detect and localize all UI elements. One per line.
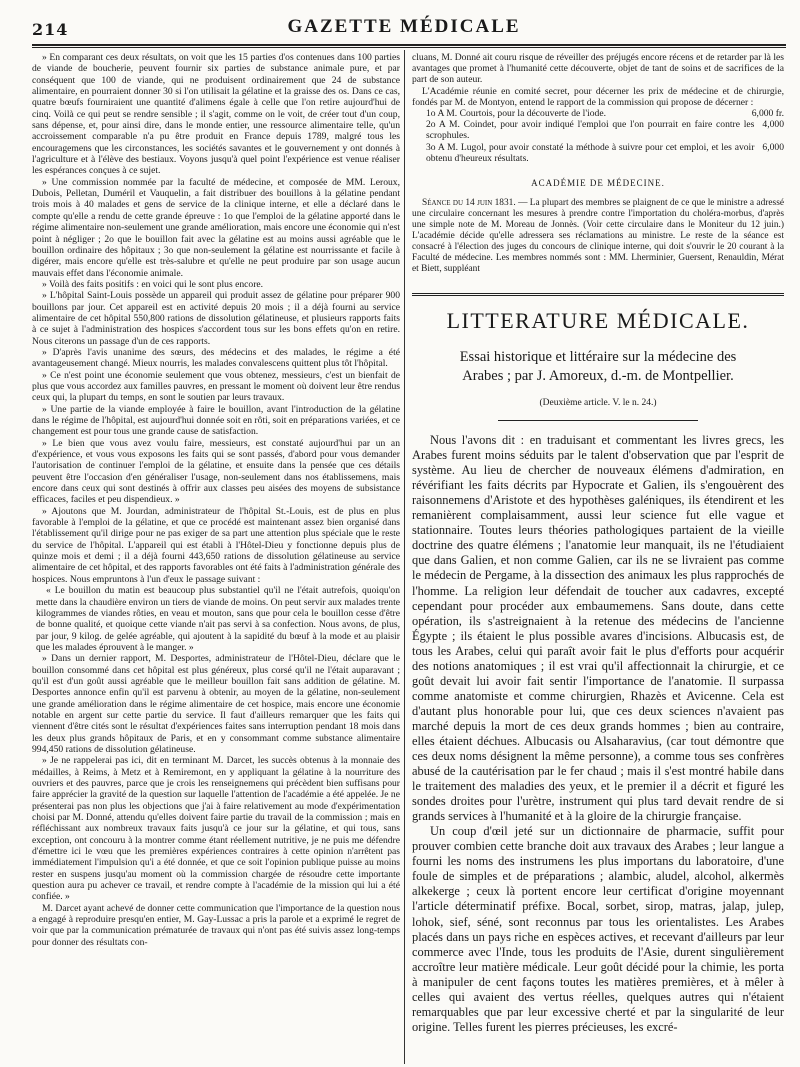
paragraph: cluans, M. Donné ait couru risque de réveiller des préjugés encore récens et de retarder par là les avantages que promet à l'humanité cette découverte, objet de tant de soins et de sacrifices de la part de son auteur. xyxy=(412,52,784,86)
paragraph: Nous l'avons dit : en traduisant et commentant les livres grecs, les Arabes furent moins séduits par le talent d'observation que par l'esprit de système. Au lieu de chercher de nouveaux élémens d'admiration, en révérifiant les faits décrits par Hypocrate et Galien, ils s'engouèrent des raisonnemens d'Aristote et des hypothèses galéniques, ils étendirent et les remanièrent complaisamment, aussi leur science fut elle vague et stationnaire. Toutes leurs théories pathologiques partaient de la vieille doctrine des quatre élémens ; l'anatomie leur manquait, ils ne l'étudiaient que dans Galien, et non comme Galien, car ils ne se livraient pas comme le médecin de Pergame, à la dissection des animaux les plus rapprochés de l'homme. La religion leur défendait de toucher aux cadavres, excepté cependant pour procéder aux embaumemens. Sans doute, dans cette opération, ils s'astreignaient à la retenue des médecins de l'ancienne Égypte ; ils étaient le plus possible avares d'incisions. Albucasis est, de tous les Arabes, celui qui paraît avoir fait le plus d'efforts pour acquérir des notions anatomiques ; il est vrai qu'il affectionnait la chirurgie, et ce goût devait lui avoir fait sentir l'importance de l'anatomie. Il surpassa comme anatomiste et comme chirurgien, Rhazès et Avicenne. Cela est d'autant plus honorable pour lui, que ces deux sciences n'avaient pas marché depuis la mort de ces deux grands hommes ; bien au contraire, elles étaient déchues. Albucasis ou Alsaharavius, (car tout démontre que ces deux noms désignent la même personne), a comme tous ses confrères abusé de la cautérisation par le fer chaud ; mais il s'est montré habile dans le traitement des maladies des yeux, et le premier il a décrit et figuré les sondes droites pour l'urètre, instrument qui plus tard devait rendre de si grands services à l'humanité et à la gloire de la chirurgie française. xyxy=(412,433,784,824)
left-column xyxy=(32,52,400,1062)
prize-item xyxy=(412,119,784,141)
prize-amount: 6,000 xyxy=(762,141,784,153)
section-separator xyxy=(412,293,784,296)
paragraph: » Une partie de la viande employée à faire le bouillon, avant l'introduction de la gélatine dans le régime de l'hôpital, est aujourd'hui donnée soit en rôti, soit en préparations variées, et ce changement est pour tous une grande cause de satisfaction. xyxy=(32,403,400,438)
prize-text: 2o A M. Coindet, pour avoir indiqué l'emploi que l'on pourrait en faire contre les scrophules. xyxy=(426,119,755,142)
paragraph: » Ajoutons que M. Jourdan, administrateur de l'hôpital St.-Louis, est de plus en plus favorable à l'emploi de la gélatine, et que ce procédé est maintenant assez bien organisé dans l'établissement qu'il dirige pour ne pas exiger de sa part une attention plus spéciale que le reste du service de l'hôpital. L'appareil qui est établi à l'Hôtel-Dieu y fonctionne depuis plus de quinze mois et demi ; il a déjà fourni 443,650 rations de dissolution gélatineuse au service alimentaire de cet hôpital, et des rapports favorables ont été faits à l'administration générale des hospices. Nous empruntons à l'un d'eux le passage suivant : xyxy=(32,505,400,585)
section-title: LITTERATURE MÉDICALE. xyxy=(446,308,750,334)
session-continuation xyxy=(412,52,784,108)
column-divider xyxy=(404,50,405,1064)
prize-amount: 4,000 xyxy=(762,119,784,131)
page-header xyxy=(22,14,786,40)
paragraph: L'Académie réunie en comité secret, pour décerner les prix de médecine et de chirurgie, fondés par M. de Montyon, entend le rapport de la commission qui propose de décerner : xyxy=(412,85,784,108)
paragraph: » Dans un dernier rapport, M. Desportes, administrateur de l'Hôtel-Dieu, déclare que le bouillon consommé dans cet hôpital est plus généreux, plus corsé qu'il ne l'était auparavant ; qu'il est d'un goût aussi agréable que le meilleur bouillon fait sans addition de gélatine. M. Desportes annonce enfin qu'il est parvenu à obtenir, au moyen de la gélatine, non-seulement une grande amélioration dans le régime alimentaire de cet hospice, mais encore une économie notable en argent sur cette partie du service. Il faut d'ailleurs remarquer que les faits qui viennent d'être cités sont le résultat d'expériences faites sans interruption pendant 18 mois dans les deux plus grands hôpitaux de Paris, et en y consommant comme substance alimentaire 994,450 rations de dissolution gélatineuse. xyxy=(32,653,400,755)
quoted-paragraph: « Le bouillon du matin est beaucoup plus substantiel qu'il ne l'était autrefois, quoiqu'on mette dans la chaudière environ un tiers de viande de moins. On peut servir aux malades trente kilogrammes de viandes rôties, en veau et mouton, sans que pour cela le bouillon cesse d'être de bonne qualité, et quoique cette viande n'ait pas servi à sa confection. Nous avons, de plus, par jour, 9 kilog. de gelée agréable, qui ajoutent à la sapidité du bœuf à la mode et au plaisir que les malades éprouvent à le manger. » xyxy=(36,585,400,653)
paragraph: » Voilà des faits positifs : en voici qui le sont plus encore. xyxy=(42,278,264,290)
article-note: (Deuxième article. V. le n. 24.) xyxy=(539,398,657,409)
paragraph: » En comparant ces deux résultats, on voit que les 15 parties d'os contenues dans 100 parties de viande de boucherie, peuvent fournir six parties de substance animale pure, et par conséquent que 100 de viande, qui ne produisent ordinairement que 24 de substance alimentaire, en pourraient donner 30 si l'on utilisait la gélatine et la graisse des os. Dans ce cas, quatre bœufs fourniraient une quantité d'alimens égale à celle que l'on retire aujourd'hui de cinq. Voilà ce qui peut se rendre sensible ; il s'agit, comme on le voit, de créer tout d'un coup, sans dépense, et, pour ainsi dire, dans le monde entier, une ressource alimentaire telle, qu'un accroissement comparable n'a pu être produit en France depuis 1789, malgré tous les encouragemens que les circonstances, les sociétés savantes et le gouvernement y ont donnés à l'agriculture et à l'élève des bestiaux. Voyons jusqu'à quel point l'expérience est venue réaliser les espérances conçues à ce sujet. xyxy=(32,52,400,177)
prize-item xyxy=(412,108,784,119)
seance-report xyxy=(412,198,784,275)
paragraph: Un coup d'œil jeté sur un dictionnaire de pharmacie, suffit pour prouver combien cette branche doit aux travaux des Arabes ; leur langue a fourni les noms des instrumens les plus importans du laboratoire, d'une foule de simples et de préparations ; alambic, aludel, alcohol, alkermès alkekerge ; ceux là portent encore leur certificat d'origine moyennant l'article déterminatif préfixe. Bocal, sorbet, sirop, matras, jalap, julep, lohok, sief, séné, sont reconnus par tous les orientalistes. Les Arabes placés dans un pays riche en espèces actives, et recevant d'ailleurs par leur commerce avec l'Inde, tous les produits de l'Asie, durent singulièrement accroître leur matière médicale. Leur goût décidé pour la chimie, les porta à manipuler de cent façons toutes les matières premières, et à mêler à celles qui avaient des vertus réelles, quelques autres qui n'étaient remarquables que par leur excessive cherté et par la singularité de leur origine. Telles furent les pierres précieuses, les excré- xyxy=(412,824,784,1034)
prize-amount: 6,000 fr. xyxy=(751,108,784,120)
header-rule-thin xyxy=(32,47,786,48)
article-title-line: Arabes ; par J. Amoreux, d.-m. de Montpellier. xyxy=(462,368,734,385)
paragraph: » L'hôpital Saint-Louis possède un appareil qui produit assez de gélatine pour préparer 900 bouillons par jour. Cet appareil est en activité depuis 20 mois ; il a déjà fourni au service alimentaire de cet hôpital 550,800 rations de dissolution gélatineuse, et plusieurs rapports faits à ce sujet à l'administration des hospices s'accordent tous sur les bons effets qu'on en retire. Nous citerons un passage d'un de ces rapports. xyxy=(32,290,400,347)
academie-heading: ACADÉMIE DE MÉDECINE. xyxy=(531,178,665,189)
prize-text: 1o A M. Courtois, pour la découverte de l'iode. xyxy=(426,108,606,120)
paragraph: M. Darcet ayant achevé de donner cette communication que l'importance de la question nous a engagé à reproduire presqu'en entier, M. Gay-Lussac a pris la parole et a exprimé le regret de voir que par la communication prématurée de travaux qui n'ont pas été suivis assez long-temps pour donner des résultats con- xyxy=(32,902,400,948)
article-rule xyxy=(498,420,698,421)
prize-list xyxy=(412,108,784,164)
paragraph: » Ce n'est point une économie seulement que vous obtenez, messieurs, c'est un bienfait de plus que vous accordez aux familles pauvres, en pressant le moment où doivent leur être rendus ceux qui, la plupart du temps, en sont le soutien par leurs travaux. xyxy=(32,369,400,404)
prize-text: 3o A M. Lugol, pour avoir constaté la méthode à suivre pour cet emploi, et les avoir obtenu d'heureux résultats. xyxy=(426,141,755,164)
seance-text: — La plupart des membres se plaignent de ce que le ministre a adressé une circulaire concernant les mesures à prendre contre l'importation du choléra-morbus, d'après une simple note de M. Moreau de Jonnès. (Voir cette circulaire dans le Moniteur du 12 juin.) L'académie décide qu'elle adressera ses réclamations au ministre. Le reste de la séance est consacré à l'élection des juges du concours de clinique interne, qui doit s'ouvrir le 20 courant à la Faculté de médecine. Les membres nommés sont : MM. Lherminier, Guersent, Renauldin, Mérat et Biett, suppléant xyxy=(412,198,784,275)
page-number: 214 xyxy=(32,20,69,39)
seance-date: Séance du 14 juin 1831. xyxy=(422,198,516,209)
masthead-title: GAZETTE MÉDICALE xyxy=(287,16,521,37)
right-column xyxy=(412,52,784,1062)
header-rule xyxy=(32,44,786,46)
paragraph: » Une commission nommée par la faculté de médecine, et composée de MM. Leroux, Dubois, Pelletan, Duméril et Vauquelin, a fait distribuer des bouillons à la gélatine pendant trois mois à 40 malades et gens de service de la clinique interne, et elle a déclaré dans le compte qu'elle a rendu de cette grande épreuve : 1o que l'emploi de la gélatine apporté dans le régime alimentaire non-seulement une grande amélioration, mais encore une économie qui n'est point à négliger ; 2o que le bouillon fait avec la gélatine est au moins aussi agréable que le bouillon ordinaire des hôpitaux ; 3o que non-seulement la gélatine est nourrissante et facile à digérer, mais encore qu'elle est très-salubre et qu'elle ne peut produire par son usage aucun mauvais effet dans l'économie animale. xyxy=(32,176,400,279)
prize-item xyxy=(412,142,784,164)
paragraph: » D'après l'avis unanime des sœurs, des médecins et des malades, le régime a été avantageusement changé. Mieux nourris, les malades convalescens quittent plus tôt l'hôpital. xyxy=(32,346,400,370)
article-title-line: Essai historique et littéraire sur la médecine des xyxy=(459,349,737,366)
paragraph: » Le bien que vous avez voulu faire, messieurs, est constaté aujourd'hui par un an d'expérience, et vous vous exposons les faits qui se sont passés, d'abord pour vous demander l'autorisation de continuer l'emploi de la gélatine, et ensuite dans la pensée que ces détails peuvent être l'occasion d'en généraliser l'usage, non-seulement dans nos établissemens, mais encore dans ceux qui sont destinés à offrir aux classes peu aisées des moyens de subsistance efficaces, faciles et peu dispendieux. » xyxy=(32,437,400,506)
paragraph: » Je ne rappelerai pas ici, dit en terminant M. Darcet, les succès obtenus à la monnaie des médailles, à Reims, à Metz et à Remiremont, en y appliquant la gélatine à la nourriture des ouvriers et des pauvres, parce que je crois les renseignemens qui précèdent bien suffisans pour faire apprécier la gravité de la question sur laquelle l'attention de l'académie a été appelée. Je ne présenterai pas non plus les objections que j'ai à faire relativement au mode d'expérimentation choisi par M. Donné, attendu qu'elles doivent faire partie du travail de la commission ; mais en réfléchissant aux nombreux travaux faits jusqu'à ce jour sur la gélatine, et qui tous, sans exception, ont concouru à la montrer comme étant réellement nutritive, je ne puis me défendre d'émettre ici le vœu que les premières expériences contraires à cette opinion n'arrêtent pas immédiatement l'impulsion qu'i a été donnée, et que ce soit l'opinion publique puisse au moins rester en suspens jusqu'au moment où la commission chargée de résoudre cette importante question aura pu achever ce travail, et rendre compte à l'académie de la mission qui lui a été confiée. » xyxy=(32,755,400,903)
article-body xyxy=(412,433,784,1035)
article-title xyxy=(412,348,784,386)
